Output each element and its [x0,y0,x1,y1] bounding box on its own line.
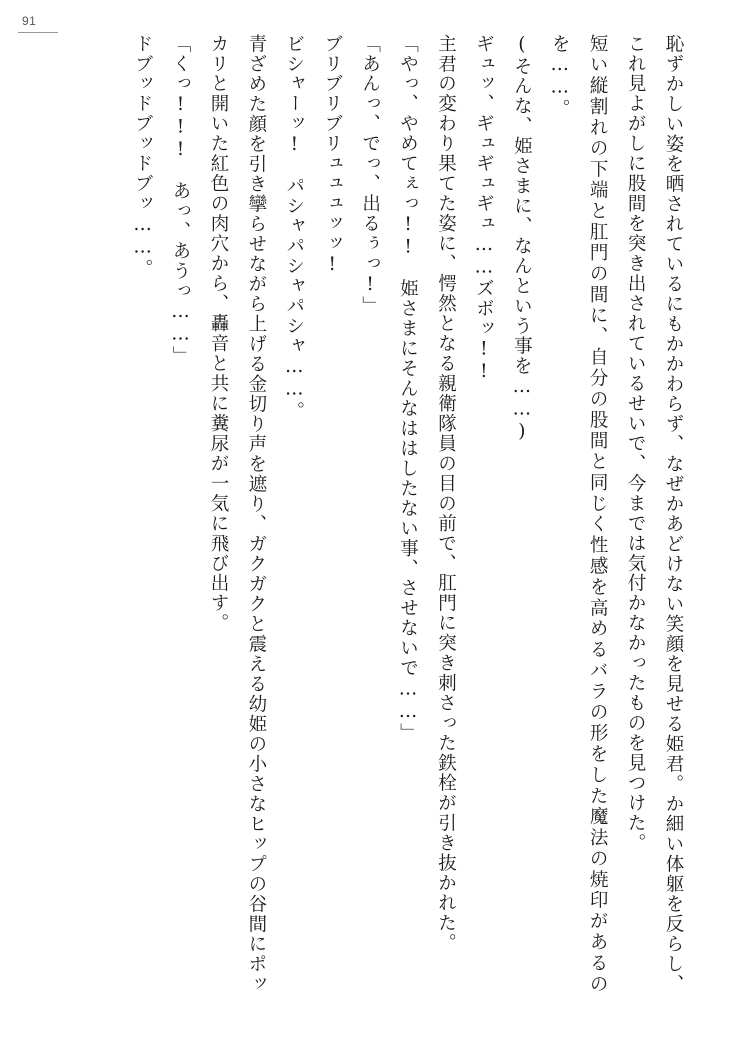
page-body-text [46,34,692,994]
paragraph: 青ざめた顔を引き攣らせながら上げる金切り声を遮り、ガクガクと震える幼姫の小さなヒップの谷間にポッカリと開いた紅色の肉穴から、轟音と共に糞尿が一気に飛び出す。 [207,34,267,994]
paragraph: (そんな、姫さまに、なんという事を……) [511,34,533,444]
page-number: 91 [22,14,37,28]
paragraph: 「あんっ、でっ、出るぅっ!」 [359,34,381,317]
paragraph: 「くっ!!! あっ、あうっ……」 [170,34,192,367]
paragraph: 短い縦割れの下端と肛門の間に、自分の股間と同じく性感を高めるバラの形をした魔法の焼印があるのを……。 [549,34,609,994]
paragraph: ドブッドブッドブッ……。 [132,34,154,279]
paragraph: ブリブリブリュュュッッ! [321,34,343,277]
header-rule [18,32,58,33]
paragraph: ギュッ、ギュギュギュ……ズボッ!! [473,34,495,384]
paragraph: 「やっ、やめてぇっ!! 姫さまにそんなははしたない事、させないで……」 [397,34,419,744]
paragraph: ビシャーッ! パシャパシャパシャ……。 [283,34,305,422]
paragraph: 恥ずかしい姿を晒されているにもかかわらず、なぜかあどけない笑顔を見せる姫君。か細い体躯を反らし、これ見よがしに股間を突き出されているせいで、今までは気付かなかったものを見つけた。 [625,34,684,994]
paragraph: 主君の変わり果てた姿に、愕然となる親衛隊員の目の前で、肛門に突き刺さった鉄栓が引き抜かれた。 [435,34,457,954]
